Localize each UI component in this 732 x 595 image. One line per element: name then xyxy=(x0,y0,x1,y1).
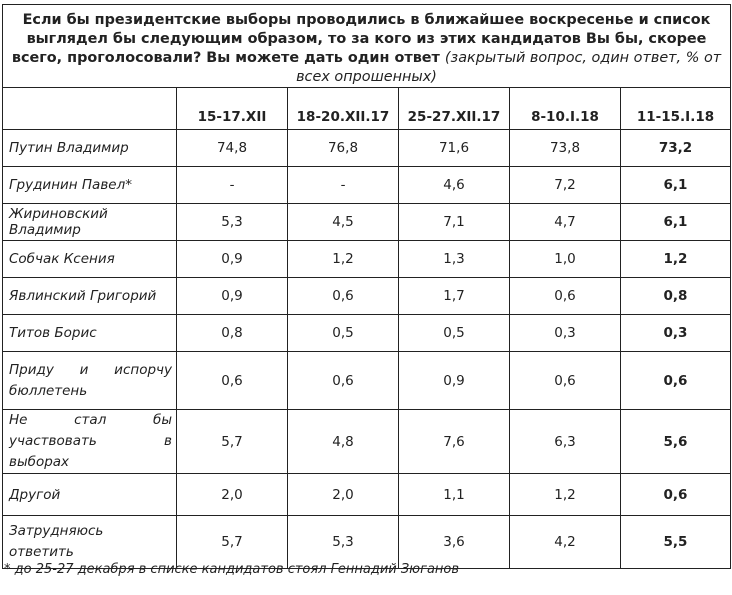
cell-value: 6,3 xyxy=(510,410,621,474)
cell-value: - xyxy=(177,167,288,204)
cell-value: 71,6 xyxy=(399,130,510,167)
cell-value: 4,5 xyxy=(288,204,399,241)
cell-value: 4,6 xyxy=(399,167,510,204)
cell-value: 1,7 xyxy=(399,278,510,315)
column-header: 8-10.I.18 xyxy=(510,88,621,130)
header-row xyxy=(3,88,731,130)
table-row xyxy=(3,315,731,352)
cell-value-latest: 0,6 xyxy=(621,474,731,516)
row-label: Затрудняюсь ответить xyxy=(3,516,177,569)
cell-value: 0,6 xyxy=(510,278,621,315)
row-label: Титов Борис xyxy=(3,315,177,352)
cell-value: 2,0 xyxy=(288,474,399,516)
header-empty xyxy=(3,88,177,130)
cell-value: 0,6 xyxy=(510,352,621,410)
table-row xyxy=(3,352,731,410)
question-note: (закрытый вопрос, один ответ, % от всех опрошенных) xyxy=(296,50,722,85)
cell-value: 0,9 xyxy=(177,278,288,315)
cell-value-latest: 5,5 xyxy=(621,516,731,569)
column-header: 11-15.I.18 xyxy=(621,88,731,130)
cell-value-latest: 6,1 xyxy=(621,167,731,204)
row-label: Собчак Ксения xyxy=(3,241,177,278)
cell-value-latest: 5,6 xyxy=(621,410,731,474)
table-title xyxy=(3,5,731,88)
cell-value: 76,8 xyxy=(288,130,399,167)
table-row xyxy=(3,241,731,278)
cell-value: 0,9 xyxy=(177,241,288,278)
cell-value-latest: 1,2 xyxy=(621,241,731,278)
cell-value: - xyxy=(288,167,399,204)
cell-value: 0,6 xyxy=(288,352,399,410)
cell-value: 1,2 xyxy=(510,474,621,516)
footnote: * до 25-27 декабря в списке кандидатов стоял Геннадий Зюганов xyxy=(4,562,460,577)
table-row xyxy=(3,516,731,569)
question-text: Если бы президентские выборы проводились в ближайшее воскресенье и список выглядел бы следующим образом, то за кого из этих кандидатов Вы бы, скорее всего, проголосовали? Вы можете дать один ответ xyxy=(11,12,711,66)
cell-value-latest: 0,3 xyxy=(621,315,731,352)
cell-value: 5,7 xyxy=(177,516,288,569)
table-row xyxy=(3,167,731,204)
row-label: Жириновский Владимир xyxy=(3,204,177,241)
cell-value: 1,0 xyxy=(510,241,621,278)
cell-value: 5,3 xyxy=(288,516,399,569)
cell-value-latest: 73,2 xyxy=(621,130,731,167)
cell-value: 4,8 xyxy=(288,410,399,474)
cell-value: 0,6 xyxy=(288,278,399,315)
cell-value-latest: 6,1 xyxy=(621,204,731,241)
table-row xyxy=(3,204,731,241)
cell-value: 0,5 xyxy=(288,315,399,352)
cell-value: 4,7 xyxy=(510,204,621,241)
table-row xyxy=(3,278,731,315)
row-label: Не стал бы участвовать в выборах xyxy=(3,410,177,474)
cell-value: 3,6 xyxy=(399,516,510,569)
table-row xyxy=(3,474,731,516)
cell-value-latest: 0,8 xyxy=(621,278,731,315)
cell-value-latest: 0,6 xyxy=(621,352,731,410)
cell-value: 2,0 xyxy=(177,474,288,516)
row-label: Приду и испорчу бюллетень xyxy=(3,352,177,410)
cell-value: 1,3 xyxy=(399,241,510,278)
cell-value: 5,3 xyxy=(177,204,288,241)
cell-value: 7,1 xyxy=(399,204,510,241)
poll-table xyxy=(2,4,731,569)
row-label: Другой xyxy=(3,474,177,516)
table-row xyxy=(3,410,731,474)
cell-value: 4,2 xyxy=(510,516,621,569)
cell-value: 74,8 xyxy=(177,130,288,167)
table-row xyxy=(3,130,731,167)
cell-value: 0,6 xyxy=(177,352,288,410)
cell-value: 7,6 xyxy=(399,410,510,474)
cell-value: 0,3 xyxy=(510,315,621,352)
column-header: 25-27.XII.17 xyxy=(399,88,510,130)
cell-value: 1,2 xyxy=(288,241,399,278)
cell-value: 7,2 xyxy=(510,167,621,204)
cell-value: 5,7 xyxy=(177,410,288,474)
cell-value: 1,1 xyxy=(399,474,510,516)
column-header: 18-20.XII.17 xyxy=(288,88,399,130)
cell-value: 0,5 xyxy=(399,315,510,352)
cell-value: 0,8 xyxy=(177,315,288,352)
cell-value: 73,8 xyxy=(510,130,621,167)
column-header: 15-17.XII xyxy=(177,88,288,130)
row-label: Путин Владимир xyxy=(3,130,177,167)
row-label: Явлинский Григорий xyxy=(3,278,177,315)
row-label: Грудинин Павел* xyxy=(3,167,177,204)
cell-value: 0,9 xyxy=(399,352,510,410)
